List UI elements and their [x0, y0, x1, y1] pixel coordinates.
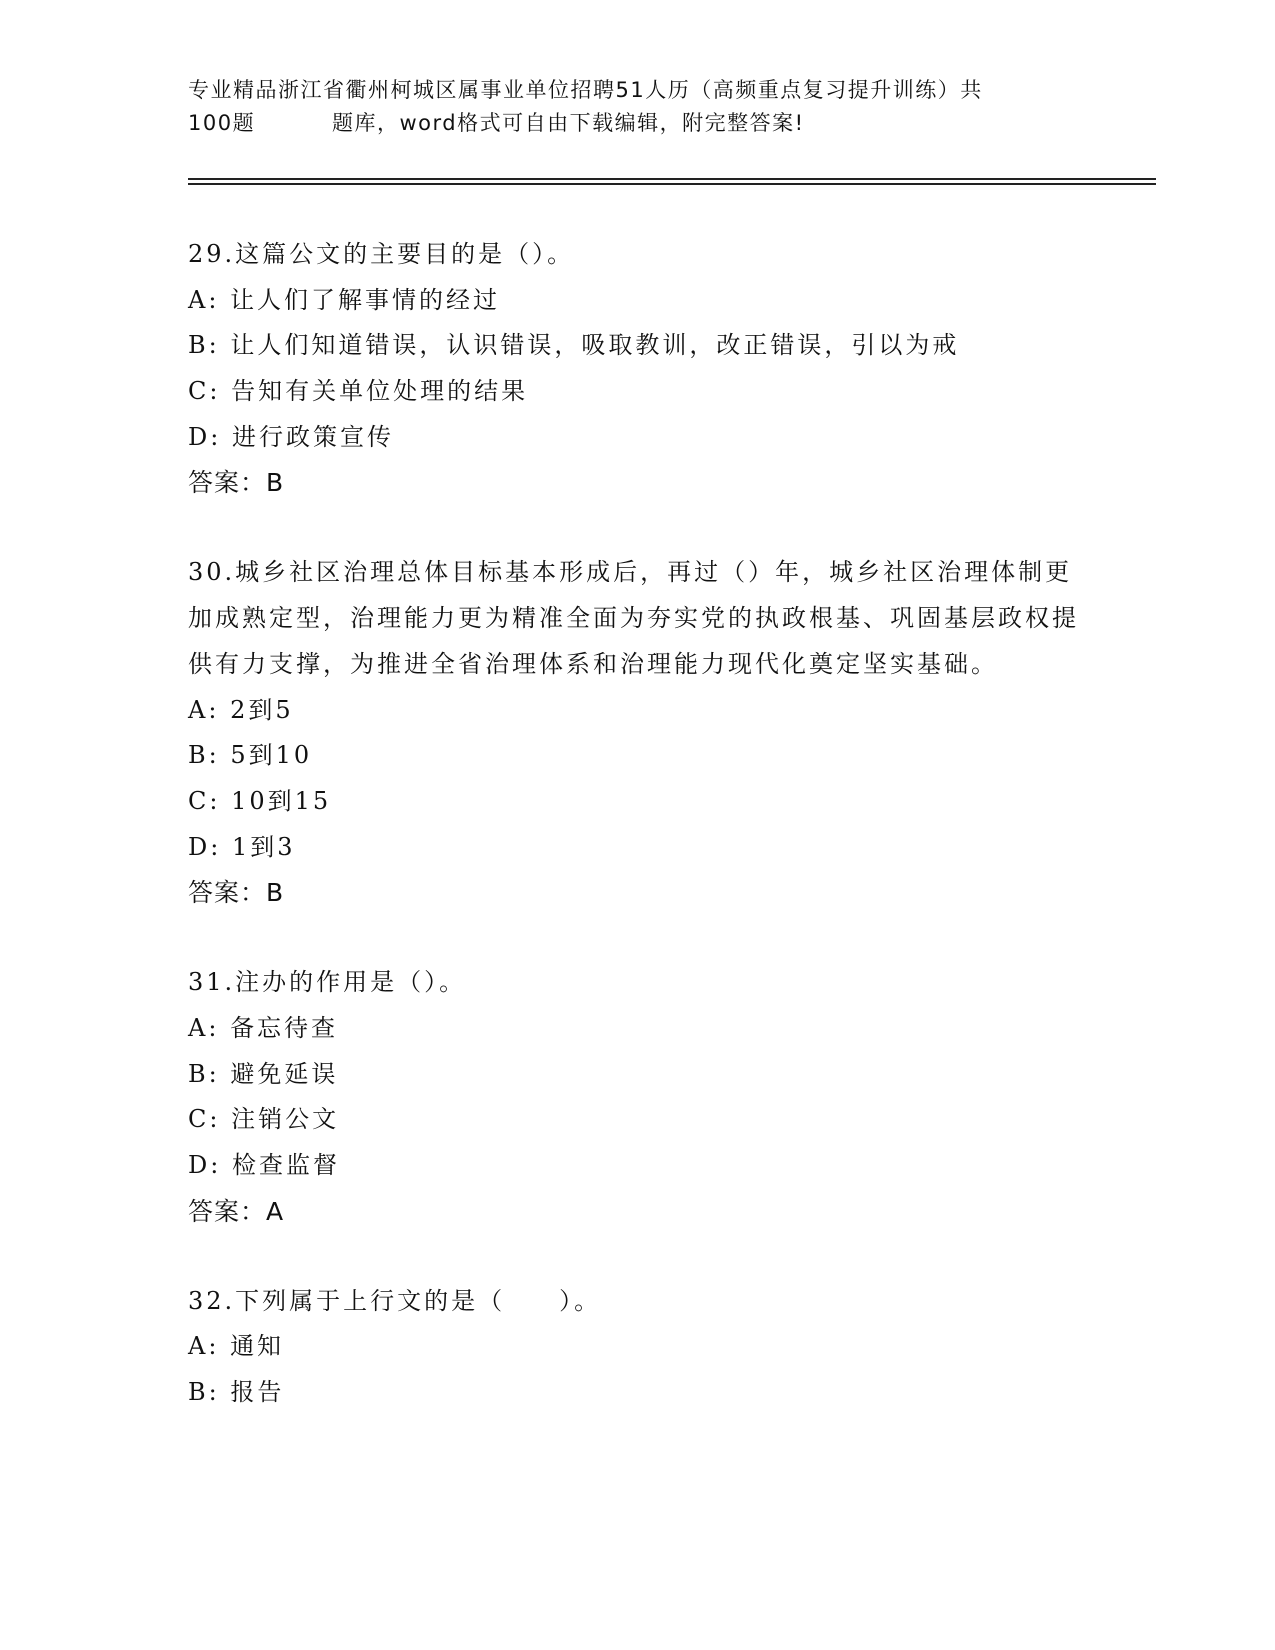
option-text: 1到3	[231, 832, 296, 861]
option-letter: A:	[188, 285, 220, 314]
header-divider-top	[188, 178, 1156, 180]
option-b	[188, 1052, 1088, 1098]
option-b	[188, 733, 1088, 779]
option-text: 2到5	[230, 695, 294, 724]
answer-label: 答案：B	[188, 878, 285, 908]
question-list	[188, 232, 1088, 1460]
question-30	[188, 550, 1088, 916]
option-d	[188, 825, 1088, 871]
answer-label: 答案：A	[188, 1196, 285, 1226]
option-letter: A:	[188, 1332, 220, 1361]
option-text: 10到15	[231, 786, 332, 815]
option-c	[188, 1097, 1088, 1143]
option-letter: B:	[188, 1378, 220, 1407]
option-text: 进行政策宣传	[231, 422, 394, 451]
option-text: 报告	[230, 1378, 285, 1407]
option-c	[188, 779, 1088, 825]
option-a	[188, 688, 1088, 734]
option-letter: B:	[188, 1059, 220, 1088]
option-text: 通知	[230, 1332, 285, 1361]
option-letter: D:	[188, 1151, 222, 1180]
option-letter: B:	[188, 741, 220, 770]
option-letter: C:	[188, 786, 221, 815]
option-a	[188, 1324, 1088, 1370]
option-text: 告知有关单位处理的结果	[231, 377, 529, 406]
option-text: 5到10	[230, 741, 313, 770]
option-d	[188, 1143, 1088, 1189]
option-d	[188, 415, 1088, 461]
option-letter: A:	[188, 1014, 220, 1043]
question-text: 32.下列属于上行文的是（ ）。	[188, 1286, 602, 1315]
answer-label: 答案：B	[188, 468, 285, 498]
option-letter: B:	[188, 331, 220, 360]
option-letter: D:	[188, 832, 222, 861]
header-title-line2	[188, 107, 1088, 140]
header-title-rest: 题库，word格式可自由下载编辑，附完整答案!	[332, 111, 805, 135]
question-32	[188, 1279, 1088, 1416]
option-b	[188, 323, 1088, 369]
question-31	[188, 960, 1088, 1234]
option-text: 检查监督	[231, 1151, 340, 1180]
header-question-count: 100题	[188, 111, 256, 135]
option-a	[188, 278, 1088, 324]
option-letter: D:	[188, 422, 222, 451]
option-letter: A:	[188, 695, 220, 724]
option-c	[188, 369, 1088, 415]
question-text: 31.注办的作用是（）。	[188, 968, 467, 997]
header-divider-bottom	[188, 183, 1156, 185]
option-b	[188, 1370, 1088, 1416]
header-title-line1: 专业精品浙江省衢州柯城区属事业单位招聘51人历（高频重点复习提升训练）共	[188, 78, 983, 102]
option-text: 让人们了解事情的经过	[230, 285, 501, 314]
question-29	[188, 232, 1088, 506]
option-a	[188, 1006, 1088, 1052]
page-header	[188, 74, 1088, 140]
option-text: 让人们知道错误，认识错误，吸取教训，改正错误，引以为戒	[230, 331, 960, 360]
question-text: 30.城乡社区治理总体目标基本形成后，再过（）年，城乡社区治理体制更加成熟定型，治理能力更为精准全面为夯实党的执政根基、巩固基层政权提供有力支撑，为推进全省治理体系和治理能力现代化奠定坚实基础。	[188, 558, 1079, 678]
option-letter: C:	[188, 1105, 221, 1134]
option-letter: C:	[188, 377, 221, 406]
option-text: 注销公文	[231, 1105, 340, 1134]
option-text: 避免延误	[230, 1059, 339, 1088]
option-text: 备忘待查	[230, 1014, 339, 1043]
question-text: 29.这篇公文的主要目的是（）。	[188, 240, 575, 268]
